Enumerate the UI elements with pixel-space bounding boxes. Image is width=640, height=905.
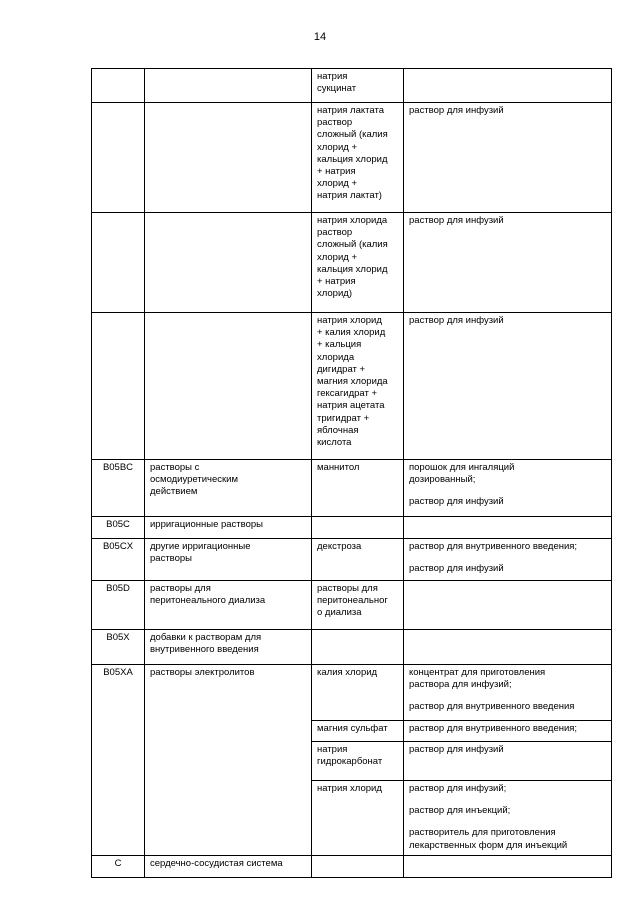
dosage-form-cell [404,103,612,213]
dosage-form-cell [404,313,612,460]
table-row [92,213,612,313]
dosage-form-cell [404,742,612,781]
group-name-cell [145,213,312,313]
atc-code-cell: B05CX [92,539,145,581]
atc-code-cell: C [92,855,145,877]
group-name-cell: ирригационные растворы [145,517,312,539]
drug-name-cell: натрия хлорид + калия хлорид + кальция хлорида дигидрат + магния хлорида гексагидрат + натрия ацетата тригидрат + яблочная кислота [312,313,404,460]
group-name-cell [145,103,312,213]
table-row [92,313,612,460]
drug-table [91,68,612,878]
dosage-form-text: раствор для инфузий [409,496,504,508]
atc-code-cell [92,103,145,213]
atc-code-cell: B05C [92,517,145,539]
group-name-cell: другие ирригационные растворы [145,539,312,581]
dosage-form-cell [404,721,612,742]
table-row [92,460,612,517]
dosage-form-text: раствор для инфузий [409,315,504,326]
atc-code-cell [92,69,145,103]
drug-name-cell: декстроза [312,539,404,581]
group-name-cell: растворы электролитов [145,665,312,856]
drug-name-cell: калия хлорид [312,665,404,721]
group-name-cell [145,313,312,460]
dosage-form-cell [404,581,612,630]
dosage-form-cell [404,665,612,721]
group-name-cell: сердечно-сосудистая система [145,855,312,877]
drug-name-cell: магния сульфат [312,721,404,742]
dosage-form-text: раствор для инфузий; [409,783,507,794]
atc-code-cell: B05XA [92,665,145,856]
drug-name-cell [312,630,404,665]
drug-name-cell: натрия хлорид [312,781,404,856]
dosage-form-cell [404,781,612,856]
atc-code-cell [92,213,145,313]
dosage-form-text: раствор для инфузий [409,563,504,575]
dosage-form-cell [404,539,612,581]
dosage-form-cell [404,69,612,103]
dosage-form-text: раствор для инъекций; [409,805,511,817]
table-row [92,69,612,103]
drug-name-cell [312,855,404,877]
dosage-form-text: раствор для инфузий [409,744,504,755]
dosage-form-text: раствор для инфузий [409,215,504,226]
atc-code-cell: B05BC [92,460,145,517]
drug-name-cell: растворы для перитонеальног о диализа [312,581,404,630]
group-name-cell: добавки к растворам для внутривенного введения [145,630,312,665]
group-name-cell: растворы для перитонеального диализа [145,581,312,630]
dosage-form-cell [404,460,612,517]
table-row [92,855,612,877]
dosage-form-text: раствор для внутривенного введения [409,701,575,713]
table-row [92,539,612,581]
dosage-form-text: раствор для внутривенного введения; [409,723,578,734]
dosage-form-cell [404,517,612,539]
table-row [92,581,612,630]
dosage-form-text: порошок для ингаляций дозированный; [409,462,515,486]
drug-name-cell [312,517,404,539]
dosage-form-text: раствор для внутривенного введения; [409,541,578,552]
atc-code-cell: B05X [92,630,145,665]
group-name-cell [145,69,312,103]
table-row [92,517,612,539]
dosage-form-text: концентрат для приготовления раствора для инфузий; [409,667,546,691]
dosage-form-text: растворитель для приготовления лекарственных форм для инъекций [409,827,568,851]
drug-name-cell: натрия гидрокарбонат [312,742,404,781]
dosage-form-cell [404,630,612,665]
dosage-form-cell [404,855,612,877]
atc-code-cell [92,313,145,460]
dosage-form-text: раствор для инфузий [409,105,504,116]
table-row [92,103,612,213]
drug-name-cell: натрия хлорида раствор сложный (калия хлорид + кальция хлорид + натрия хлорид) [312,213,404,313]
drug-name-cell: маннитол [312,460,404,517]
table-row [92,665,612,721]
drug-name-cell: натрия лактата раствор сложный (калия хлорид + кальция хлорид + натрия хлорид + натрия лактат) [312,103,404,213]
drug-name-cell: натрия сукцинат [312,69,404,103]
table-row [92,630,612,665]
group-name-cell: растворы с осмодиуретическим действием [145,460,312,517]
atc-code-cell: B05D [92,581,145,630]
page-number: 14 [313,31,327,43]
dosage-form-cell [404,213,612,313]
